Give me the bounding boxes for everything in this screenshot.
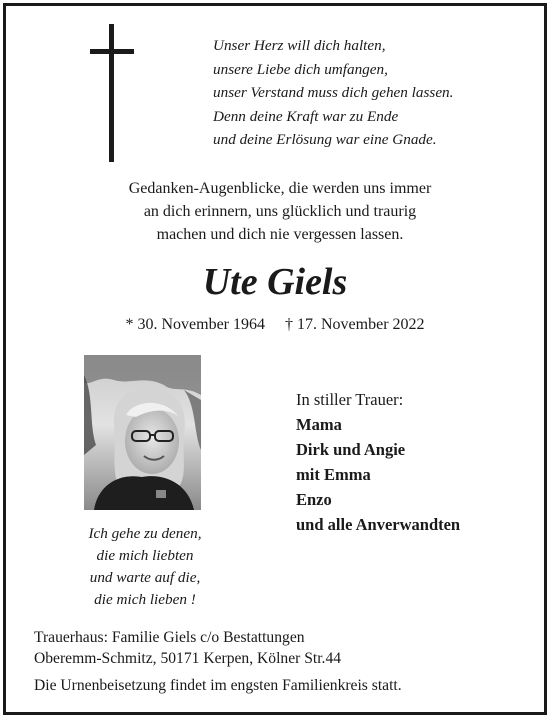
mourner-name: Dirk und Angie <box>296 440 406 459</box>
caption-line: die mich lieben ! <box>94 591 196 608</box>
poem-line: und deine Erlösung war eine Gnade. <box>213 131 437 148</box>
caption-line: und warte auf die, <box>89 569 201 586</box>
mourner-name: und alle Anverwandten <box>296 515 461 534</box>
burial-notice: Die Urnenbeisetzung findet im engsten Familienkreis statt. <box>34 677 402 694</box>
caption-line: die mich liebten <box>96 547 194 564</box>
poem-line: unser Verstand muss dich gehen lassen. <box>213 84 454 101</box>
birth-date: * 30. November 1964 <box>125 316 265 333</box>
poem <box>213 34 513 152</box>
life-dates <box>0 314 550 336</box>
quote-line: an dich erinnern, uns glücklich und traurig <box>143 203 417 220</box>
mourner-name: Mama <box>296 415 342 434</box>
photo-caption <box>40 523 250 611</box>
portrait-photo <box>84 355 201 510</box>
caption-line: Ich gehe zu denen, <box>88 525 202 542</box>
address-line: Trauerhaus: Familie Giels c/o Bestattungen <box>34 629 305 646</box>
deceased-name: Ute Giels <box>202 261 348 303</box>
footer <box>34 627 524 696</box>
address-line: Oberemm-Schmitz, 50171 Kerpen, Kölner Str.44 <box>34 650 342 667</box>
mourners-intro: In stiller Trauer: <box>296 390 404 409</box>
poem-line: Denn deine Kraft war zu Ende <box>213 107 399 125</box>
mourner-name: mit Emma <box>296 465 371 484</box>
quote-line: machen und dich nie vergessen lassen. <box>156 226 404 243</box>
poem-line: unsere Liebe dich umfangen, <box>213 60 388 78</box>
memorial-quote <box>40 177 520 246</box>
mourners-list <box>296 387 536 537</box>
quote-line: Gedanken-Augenblicke, die werden uns immer <box>128 180 432 197</box>
mourner-name: Enzo <box>296 490 332 509</box>
cross-icon <box>90 24 134 162</box>
poem-line: Unser Herz will dich halten, <box>213 37 386 54</box>
death-date: † 17. November 2022 <box>285 316 425 333</box>
